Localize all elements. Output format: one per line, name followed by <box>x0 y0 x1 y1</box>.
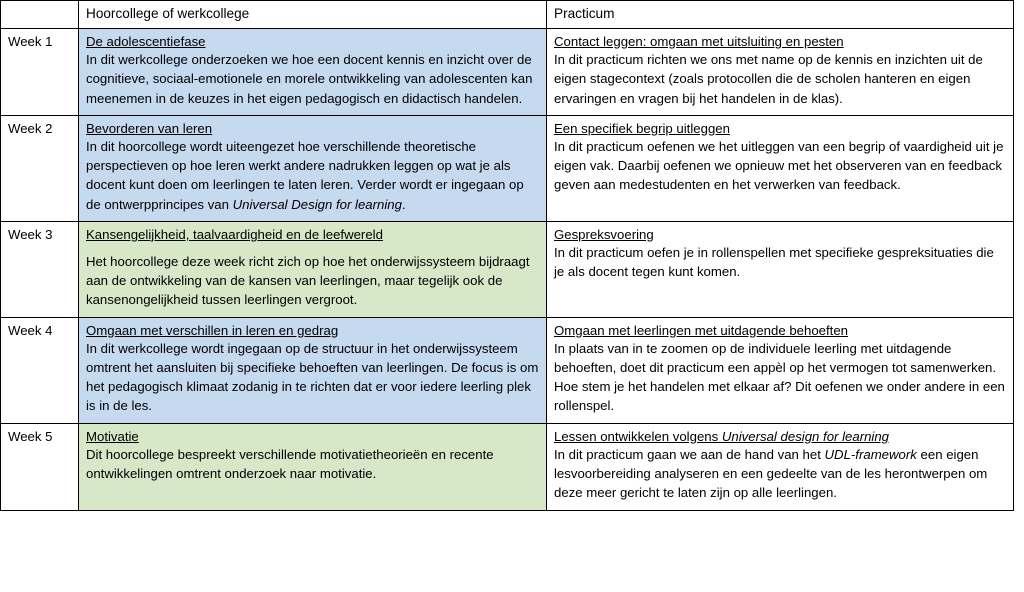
lecture-title: Bevorderen van leren <box>86 120 213 136</box>
week-label: Week 2 <box>1 115 79 221</box>
practical-body: In dit practicum richten we ons met name op de kennis en inzichten uit de eigen stagecontext (zoals protocollen die de scholen hanteren en eigen ervaringen en vragen bij het handelen in de klas). <box>554 52 983 106</box>
practical-title-pre: Lessen ontwikkelen volgens <box>554 428 722 444</box>
lecture-body <box>86 137 539 214</box>
practical-title: Een specifiek begrip uitleggen <box>554 120 730 136</box>
practical-cell <box>547 423 1014 510</box>
lecture-cell <box>79 29 547 116</box>
practical-body: In dit practicum oefenen we het uitleggen van een begrip of vaardigheid uit je eigen vak. Daarbij oefenen we opnieuw met het observeren van en feedback geven aan medestudenten en het verwerken van feedback. <box>554 138 1004 193</box>
table-row <box>1 115 1014 221</box>
week-label: Week 1 <box>1 29 79 116</box>
practical-cell <box>547 317 1014 423</box>
lecture-title: Omgaan met verschillen in leren en gedrag <box>86 322 339 338</box>
week-label: Week 3 <box>1 221 79 317</box>
week-label: Week 4 <box>1 317 79 423</box>
lecture-title: De adolescentiefase <box>86 34 206 49</box>
table-row <box>1 317 1014 423</box>
lecture-body-post: . <box>401 196 406 212</box>
lecture-body-pre: In dit hoorcollege wordt uiteengezet hoe verschillende theoretische perspectieven op hoe leren werkt andere nadrukken leggen op wat je als docent kunt doen om leerlingen te laten leren. Verder wordt er ingegaan op de ontwerpprincipes van <box>86 138 524 212</box>
lecture-title: Motivatie <box>86 428 139 444</box>
practical-body-pre: In dit practicum gaan we aan de hand van het <box>554 446 825 462</box>
practical-body: In plaats van in te zoomen op de individuele leerling met uitdagende behoeften, doet dit practicum een appèl op het vermogen tot samenwerken. Hoe stem je het handelen met elkaar af? Dit oefenen we onder andere in een rollenspel. <box>554 340 1005 414</box>
practical-body-italic: UDL-framework <box>824 446 917 462</box>
lecture-title: Kansengelijkheid, taalvaardigheid en de leefwereld <box>86 226 383 242</box>
practical-title <box>554 429 1006 444</box>
practical-title-italic: Universal design for learning <box>721 428 890 444</box>
table-header <box>1 1 1014 29</box>
practical-body-post: een eigen lesvoorbereiding analyseren en een gedeelte van de les herontwerpen om deze meer gericht te laten zijn op alle leerlingen. <box>554 446 988 501</box>
lecture-cell <box>79 115 547 221</box>
table-row <box>1 29 1014 116</box>
lecture-body: In dit werkcollege wordt ingegaan op de structuur in het onderwijssysteem omtrent het aansluiten bij specifieke behoeften van leerlingen. De focus is om het pedagogisch klimaat zodanig in te richten dat er voor iedere leerling plek is in de les. <box>86 340 539 414</box>
practical-body: In dit practicum oefen je in rollenspellen met specifieke gespreksituaties die je als docent tegen kunt komen. <box>554 244 994 280</box>
practical-title: Gespreksvoering <box>554 226 654 242</box>
practical-title: Contact leggen: omgaan met uitsluiting en pesten <box>554 34 844 49</box>
practical-cell <box>547 115 1014 221</box>
table-body <box>1 29 1014 511</box>
lecture-body: Dit hoorcollege bespreekt verschillende motivatietheorieën en recente ontwikkelingen omtrent onderzoek naar motivatie. <box>86 446 494 481</box>
lecture-cell <box>79 423 547 510</box>
table-row <box>1 221 1014 317</box>
header-lecture: Hoorcollege of werkcollege <box>79 1 547 29</box>
practical-cell <box>547 29 1014 116</box>
practical-title: Omgaan met leerlingen met uitdagende behoeften <box>554 322 848 338</box>
practical-body <box>554 445 1006 503</box>
lecture-body: Het hoorcollege deze week richt zich op hoe het onderwijssysteem bijdraagt aan de ontwikkeling van de kansen van leerlingen, maar tegelijk ook de kansenongelijkheid tussen leerlingen vergroot. <box>86 253 530 308</box>
lecture-cell <box>79 317 547 423</box>
week-label: Week 5 <box>1 423 79 510</box>
table-row <box>1 423 1014 510</box>
lecture-cell <box>79 221 547 317</box>
table-header-row <box>1 1 1014 29</box>
practical-cell <box>547 221 1014 317</box>
lecture-body-italic: Universal Design for learning <box>232 196 402 212</box>
header-week <box>1 1 79 29</box>
header-practical: Practicum <box>547 1 1014 29</box>
lecture-body: In dit werkcollege onderzoeken we hoe een docent kennis en inzicht over de cognitieve, sociaal-emotionele en morele ontwikkeling van adolescenten kan meenemen in de keuzes in het eigen pedagogisch en didactisch handelen. <box>86 52 533 106</box>
